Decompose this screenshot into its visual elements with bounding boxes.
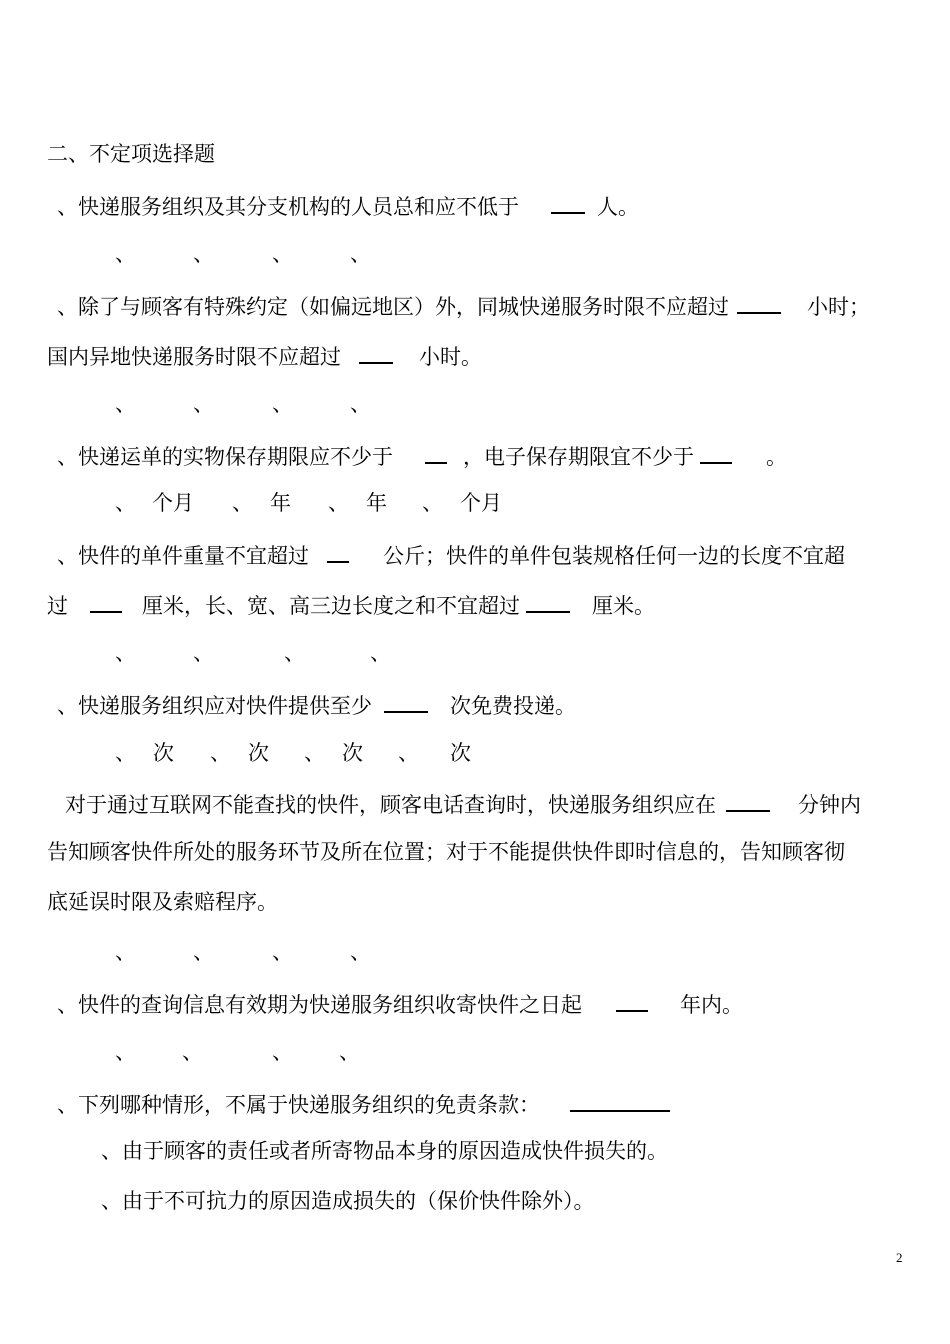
q8-text: 、下列哪种情形，不属于快递服务组织的免责条款： — [57, 1093, 540, 1117]
q4-option-marker: 、 — [370, 641, 391, 665]
q1-option-marker: 、 — [272, 242, 293, 266]
q3-option-text: 年 — [366, 491, 387, 515]
q6-option-marker: 、 — [115, 940, 136, 964]
q1-option-marker: 、 — [115, 242, 136, 266]
q4-option-marker: 、 — [193, 641, 214, 665]
q5-option-marker: 、 — [115, 741, 136, 765]
q3-blank-1 — [425, 440, 447, 464]
question-2-line-1 — [57, 290, 870, 318]
q7-text: 、快件的查询信息有效期为快递服务组织收寄快件之日起 — [57, 993, 582, 1017]
q3-text-end: 。 — [766, 445, 787, 469]
section-title: 二、不定项选择题 — [47, 142, 215, 166]
q7-option-marker: 、 — [272, 1040, 293, 1064]
q1-text: 、快递服务组织及其分支机构的人员总和应不低于 — [57, 195, 519, 219]
q2-option-marker: 、 — [350, 392, 371, 416]
q7-option-marker: 、 — [339, 1040, 360, 1064]
q7-blank — [616, 988, 648, 1012]
q6-option-marker: 、 — [350, 940, 371, 964]
q2-blank-1 — [737, 290, 781, 314]
q5-option-text: 次 — [450, 741, 471, 765]
q6-text: 对于通过互联网不能查找的快件，顾客电话查询时，快递服务组织应在 — [65, 793, 716, 817]
q4-option-marker: 、 — [284, 641, 305, 665]
q2-text: 、除了与顾客有特殊约定（如偏远地区）外，同城快递服务时限不应超过 — [57, 295, 729, 319]
q3-option-marker: 、 — [328, 491, 349, 515]
q7-option-marker: 、 — [182, 1040, 203, 1064]
question-4-line-1 — [57, 539, 845, 567]
q2-text-unit: 小时； — [807, 295, 870, 319]
q8-option-b: 、由于不可抗力的原因造成损失的（保价快件除外）。 — [101, 1189, 595, 1213]
q4-option-marker: 、 — [115, 641, 136, 665]
q6-blank — [726, 788, 770, 812]
q6-option-marker: 、 — [272, 940, 293, 964]
question-6-line-3: 底延误时限及索赔程序。 — [47, 890, 278, 914]
q5-option-marker: 、 — [398, 741, 419, 765]
q5-option-text: 次 — [342, 741, 363, 765]
q7-option-marker: 、 — [115, 1040, 136, 1064]
q2-text-unit-2: 小时。 — [419, 345, 482, 369]
q3-text: 、快递运单的实物保存期限应不少于 — [57, 445, 393, 469]
q1-option-marker: 、 — [193, 242, 214, 266]
q5-blank — [384, 689, 428, 713]
q4-blank-3 — [526, 589, 570, 613]
q2-option-marker: 、 — [115, 392, 136, 416]
q2-option-marker: 、 — [272, 392, 293, 416]
q4-text-cont: 公斤；快件的单件包装规格任何一边的长度不宜超 — [383, 544, 845, 568]
question-1 — [57, 190, 639, 218]
q5-text: 、快递服务组织应对快件提供至少 — [57, 694, 372, 718]
page-number: 2 — [896, 1250, 903, 1265]
q1-blank — [551, 190, 585, 214]
q3-option-marker: 、 — [422, 491, 443, 515]
q5-option-marker: 、 — [210, 741, 231, 765]
q3-option-text: 年 — [270, 491, 291, 515]
q4-blank-1 — [327, 539, 349, 563]
q2-blank-2 — [359, 340, 393, 364]
q8-option-a: 、由于顾客的责任或者所寄物品本身的原因造成快件损失的。 — [101, 1139, 668, 1163]
q2-option-marker: 、 — [193, 392, 214, 416]
q6-option-marker: 、 — [193, 940, 214, 964]
question-2-line-2 — [47, 340, 482, 368]
q5-option-marker: 、 — [304, 741, 325, 765]
q3-text-mid: ，电子保存期限宜不少于 — [463, 445, 694, 469]
question-6-line-2: 告知顾客快件所处的服务环节及所在位置；对于不能提供快件即时信息的，告知顾客彻 — [47, 840, 845, 864]
q1-option-marker: 、 — [350, 242, 371, 266]
q4-text-end: 厘米。 — [592, 594, 655, 618]
question-8 — [57, 1088, 674, 1116]
question-4-line-2 — [47, 589, 655, 617]
question-7 — [57, 988, 743, 1016]
q3-option-marker: 、 — [115, 491, 136, 515]
q5-option-text: 次 — [248, 741, 269, 765]
q4-text: 、快件的单件重量不宜超过 — [57, 544, 309, 568]
question-5 — [57, 689, 576, 717]
q3-blank-2 — [700, 440, 732, 464]
q7-text-end: 年内。 — [680, 993, 743, 1017]
question-3 — [57, 440, 787, 468]
q1-text-end: 人。 — [597, 195, 639, 219]
q4-blank-2 — [90, 589, 122, 613]
question-6-line-1 — [65, 788, 861, 816]
q3-option-text: 个月 — [460, 491, 502, 515]
q3-option-marker: 、 — [232, 491, 253, 515]
q5-option-text: 次 — [153, 741, 174, 765]
q3-option-text: 个月 — [152, 491, 194, 515]
q4-text-2: 过 — [47, 594, 68, 618]
q4-text-mid: 厘米，长、宽、高三边长度之和不宜超过 — [142, 594, 520, 618]
q8-blank — [570, 1088, 670, 1112]
q5-text-end: 次免费投递。 — [450, 694, 576, 718]
q6-text-unit: 分钟内 — [798, 793, 861, 817]
q2-text-2: 国内异地快递服务时限不应超过 — [47, 345, 341, 369]
